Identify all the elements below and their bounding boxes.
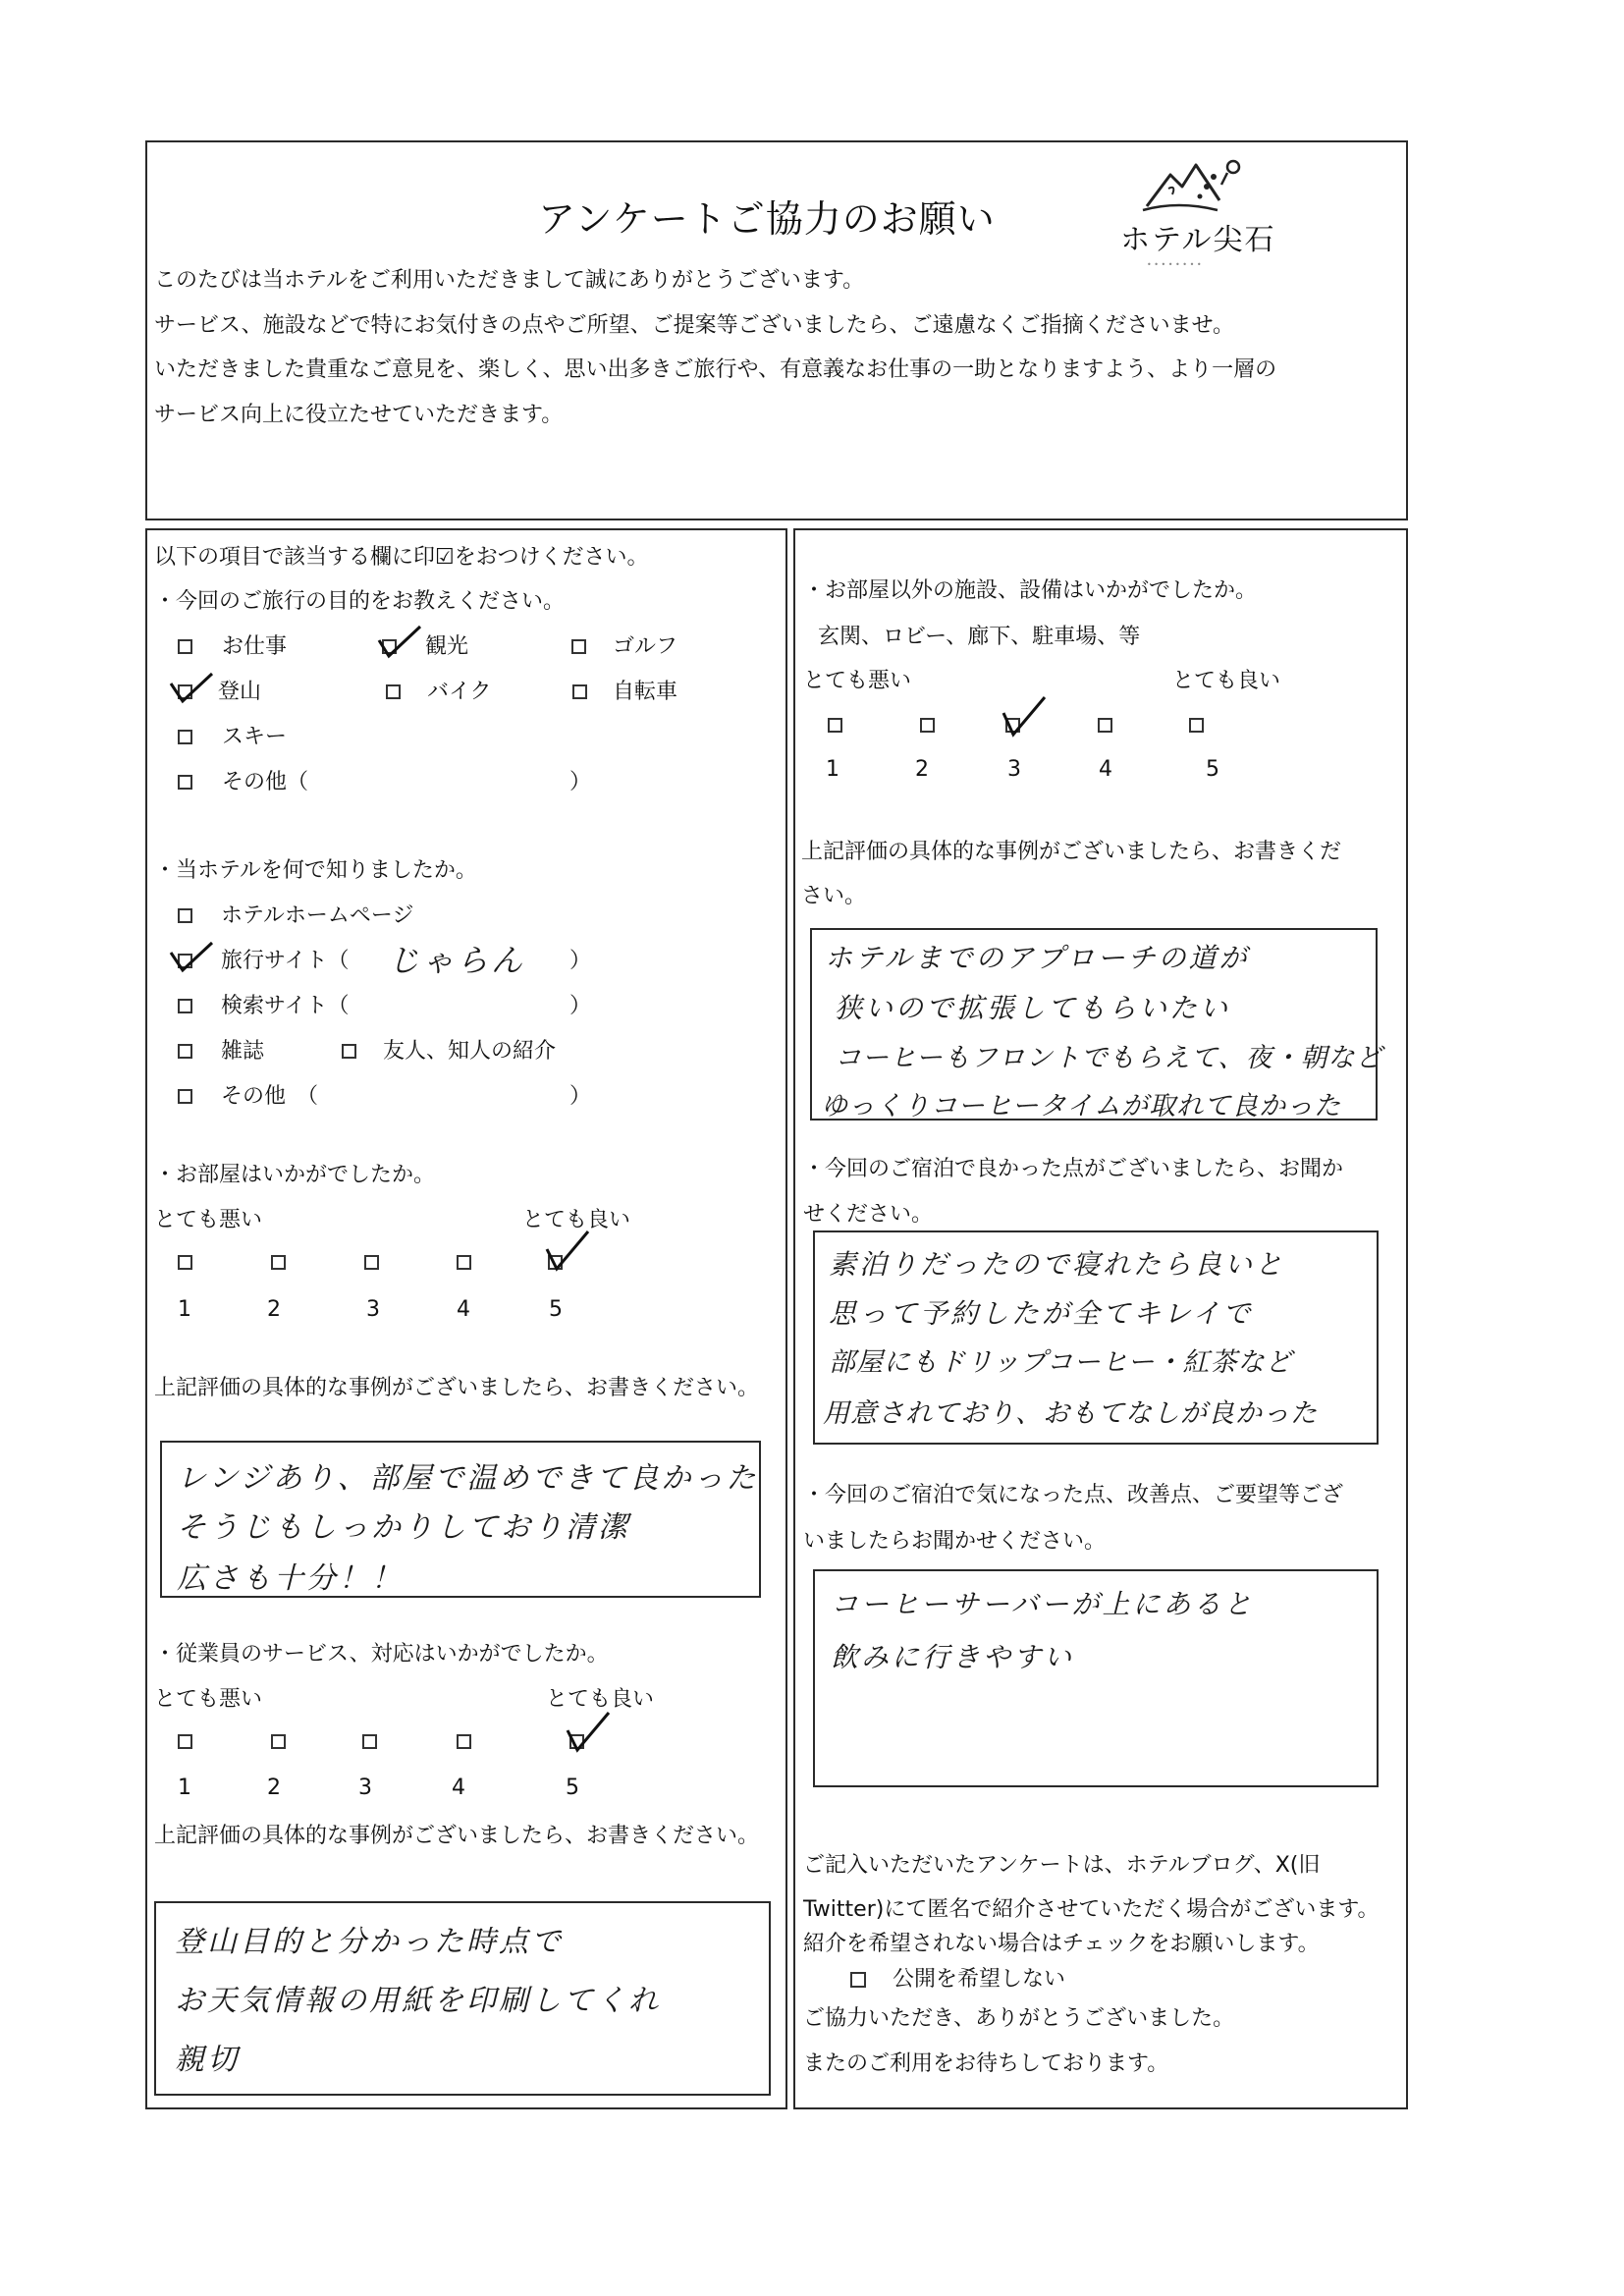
facilities-rating-number-1: 1 — [826, 757, 839, 782]
room-rating-checkbox-4[interactable] — [457, 1255, 471, 1270]
room-question: ・お部屋はいかがでしたか。 — [154, 1163, 436, 1187]
staff-rating-number-1: 1 — [178, 1776, 191, 1800]
good-points-comment-line-3: 部屋にもドリップコーヒー・紅茶など — [829, 1347, 1293, 1378]
facilities-detail-prompt-1: 上記評価の具体的な事例がございましたら、お書きくだ — [801, 840, 1342, 864]
room-rating-number-2: 2 — [267, 1297, 281, 1322]
intro-line-4: サービス向上に役立たせていただきます。 — [154, 403, 564, 427]
room-comment-line-3: 広さも十分！！ — [177, 1561, 404, 1596]
purpose-label-bicycle: 自転車 — [613, 680, 678, 704]
purpose-checkbox-other[interactable] — [178, 775, 192, 790]
purpose-checkbox-bike[interactable] — [386, 684, 401, 699]
intro-line-2: サービス、施設などで特にお気付きの点やご所望、ご提案等ございましたら、ご遠慮なくご指摘くださいませ。 — [154, 313, 1235, 338]
room-rating-number-5: 5 — [549, 1297, 563, 1322]
check-mark-icon — [167, 668, 216, 707]
staff-comment-line-2: お天気情報の用紙を印刷してくれ — [175, 1984, 661, 2018]
staff-low-label: とても悪い — [154, 1687, 263, 1712]
purpose-question: ・今回のご旅行の目的をお教えください。 — [154, 589, 566, 614]
staff-rating-number-2: 2 — [267, 1776, 281, 1800]
facilities-rating-checkbox-5[interactable] — [1189, 718, 1204, 733]
improvements-comment-line-2: 飲みに行きやすい — [831, 1641, 1075, 1673]
mountain-logo-icon — [1139, 155, 1257, 216]
good-points-comment-line-2: 思って予約したが全てキレイで — [829, 1297, 1254, 1330]
staff-rating-checkbox-4[interactable] — [457, 1734, 471, 1749]
facilities-rating-number-3: 3 — [1007, 757, 1021, 782]
source-label-homepage: ホテルホームページ — [221, 903, 414, 928]
purpose-label-climbing: 登山 — [218, 680, 262, 704]
source-label-other: その他 （ — [221, 1084, 319, 1109]
room-comment-line-1: レンジあり、部屋で温めできて良かった — [177, 1461, 759, 1496]
purpose-label-bike: バイク — [427, 680, 492, 704]
facilities-rating-checkbox-2[interactable] — [920, 718, 935, 733]
facilities-comment-line-4: ゆっくりコーヒータイムが取れて良かった — [821, 1091, 1342, 1121]
footer-line-1: ご記入いただいたアンケートは、ホテルブログ、X(旧 — [803, 1853, 1321, 1878]
source-label-referral: 友人、知人の紹介 — [383, 1039, 557, 1064]
footer-line-2: Twitter)にて匿名で紹介させていただく場合がございます。 — [803, 1897, 1380, 1922]
facilities-rating-checkbox-1[interactable] — [828, 718, 842, 733]
facilities-rating-checkbox-4[interactable] — [1098, 718, 1112, 733]
facilities-rating-number-4: 4 — [1099, 757, 1112, 782]
public-optout-label: 公開を希望しない — [893, 1967, 1066, 1992]
facilities-examples: 玄関、ロビー、廊下、駐車場、等 — [818, 625, 1141, 649]
facilities-comment-line-1: ホテルまでのアプローチの道が — [825, 942, 1250, 974]
improvements-question-1: ・今回のご宿泊で気になった点、改善点、ご要望等ござ — [803, 1483, 1344, 1507]
staff-rating-number-5: 5 — [566, 1776, 579, 1800]
check-mark-icon — [564, 1709, 613, 1756]
room-rating-checkbox-1[interactable] — [178, 1255, 192, 1270]
staff-rating-checkbox-1[interactable] — [178, 1734, 192, 1749]
source-checkbox-homepage[interactable] — [178, 908, 192, 923]
good-points-question-1: ・今回のご宿泊で良かった点がございましたら、お聞か — [803, 1157, 1344, 1181]
purpose-checkbox-work[interactable] — [178, 639, 192, 654]
facilities-comment-line-2: 狭いので拡張してもらいたい — [835, 992, 1231, 1024]
purpose-checkbox-bicycle[interactable] — [572, 684, 587, 699]
check-mark-icon — [167, 937, 216, 976]
facilities-high-label: とても良い — [1172, 669, 1281, 693]
facilities-rating-number-2: 2 — [915, 757, 929, 782]
source-label-search: 検索サイト（ — [221, 994, 350, 1018]
room-comment-line-2: そうじもしっかりしており清潔 — [177, 1510, 630, 1545]
check-mark-icon — [1000, 693, 1049, 740]
staff-rating-number-4: 4 — [452, 1776, 465, 1800]
source-label-magazine: 雑誌 — [221, 1039, 265, 1064]
improvements-comment-line-1: コーヒーサーバーが上にあると — [831, 1588, 1255, 1620]
intro-line-3: いただきました貴重なご意見を、楽しく、思い出多きご旅行や、有意義なお仕事の一助となりますよう、より一層の — [154, 357, 1277, 382]
source-travel-site-answer: じゃらん — [388, 942, 526, 979]
source-checkbox-magazine[interactable] — [178, 1044, 192, 1059]
staff-detail-prompt: 上記評価の具体的な事例がございましたら、お書きください。 — [154, 1824, 760, 1848]
room-rating-checkbox-3[interactable] — [364, 1255, 379, 1270]
instruction-text: 以下の項目で該当する欄に印☑をおつけください。 — [154, 545, 649, 570]
room-detail-prompt: 上記評価の具体的な事例がございましたら、お書きください。 — [154, 1376, 760, 1400]
purpose-label-golf: ゴルフ — [613, 634, 678, 659]
room-low-label: とても悪い — [154, 1208, 263, 1232]
source-label-travel-site: 旅行サイト（ — [221, 949, 350, 973]
good-points-comment-line-4: 用意されており、おもてなしが良かった — [823, 1398, 1318, 1429]
source-question: ・当ホテルを何で知りましたか。 — [154, 858, 477, 883]
check-mark-icon — [375, 623, 424, 662]
facilities-detail-prompt-2: さい。 — [801, 884, 867, 908]
staff-question: ・従業員のサービス、対応はいかがでしたか。 — [154, 1642, 609, 1667]
staff-comment-line-3: 親切 — [175, 2043, 240, 2077]
purpose-checkbox-ski[interactable] — [178, 730, 192, 744]
logo-name: ホテル尖石 — [1120, 223, 1276, 257]
purpose-label-other: その他（ — [222, 770, 309, 794]
good-points-question-2: せください。 — [803, 1202, 934, 1227]
staff-rating-number-3: 3 — [358, 1776, 372, 1800]
intro-line-1: このたびは当ホテルをご利用いただきまして誠にありがとうございます。 — [154, 268, 865, 293]
purpose-label-ski: スキー — [222, 725, 288, 749]
good-points-comment-line-1: 素泊りだったので寝れたら良いと — [829, 1248, 1286, 1281]
source-other-close: ） — [569, 1084, 592, 1109]
staff-rating-checkbox-3[interactable] — [362, 1734, 377, 1749]
purpose-label-sightseeing: 観光 — [425, 634, 469, 659]
staff-rating-checkbox-2[interactable] — [271, 1734, 286, 1749]
facilities-rating-number-5: 5 — [1206, 757, 1219, 782]
source-checkbox-other[interactable] — [178, 1089, 192, 1104]
check-mark-icon — [543, 1228, 592, 1275]
purpose-checkbox-golf[interactable] — [571, 639, 586, 654]
source-checkbox-referral[interactable] — [342, 1044, 356, 1059]
source-travel-site-close: ） — [569, 949, 592, 973]
room-rating-checkbox-2[interactable] — [271, 1255, 286, 1270]
facilities-question: ・お部屋以外の施設、設備はいかがでしたか。 — [803, 578, 1258, 603]
room-high-label: とても良い — [522, 1208, 631, 1232]
page-title: アンケートご協力のお願い — [538, 197, 996, 241]
source-checkbox-search[interactable] — [178, 999, 192, 1013]
footer-closing: またのご利用をお待ちしております。 — [803, 2051, 1169, 2076]
purpose-other-close: ） — [569, 770, 592, 794]
logo-subtext: • • • • • • • • — [1147, 260, 1202, 269]
footer-line-3: 紹介を希望されない場合はチェックをお願いします。 — [803, 1932, 1320, 1956]
improvements-question-2: いましたらお聞かせください。 — [803, 1529, 1107, 1554]
public-optout-checkbox[interactable] — [850, 1972, 866, 1988]
facilities-low-label: とても悪い — [803, 669, 912, 693]
source-search-close: ） — [569, 994, 592, 1018]
staff-high-label: とても良い — [546, 1687, 655, 1712]
room-rating-number-3: 3 — [366, 1297, 380, 1322]
room-rating-number-1: 1 — [178, 1297, 191, 1322]
staff-comment-line-1: 登山目的と分かった時点で — [175, 1925, 564, 1959]
purpose-label-work: お仕事 — [222, 634, 288, 659]
facilities-comment-line-3: コーヒーもフロントでもらえて、夜・朝など — [835, 1043, 1383, 1073]
room-rating-number-4: 4 — [457, 1297, 470, 1322]
footer-thanks: ご協力いただき、ありがとうございました。 — [803, 2006, 1235, 2031]
